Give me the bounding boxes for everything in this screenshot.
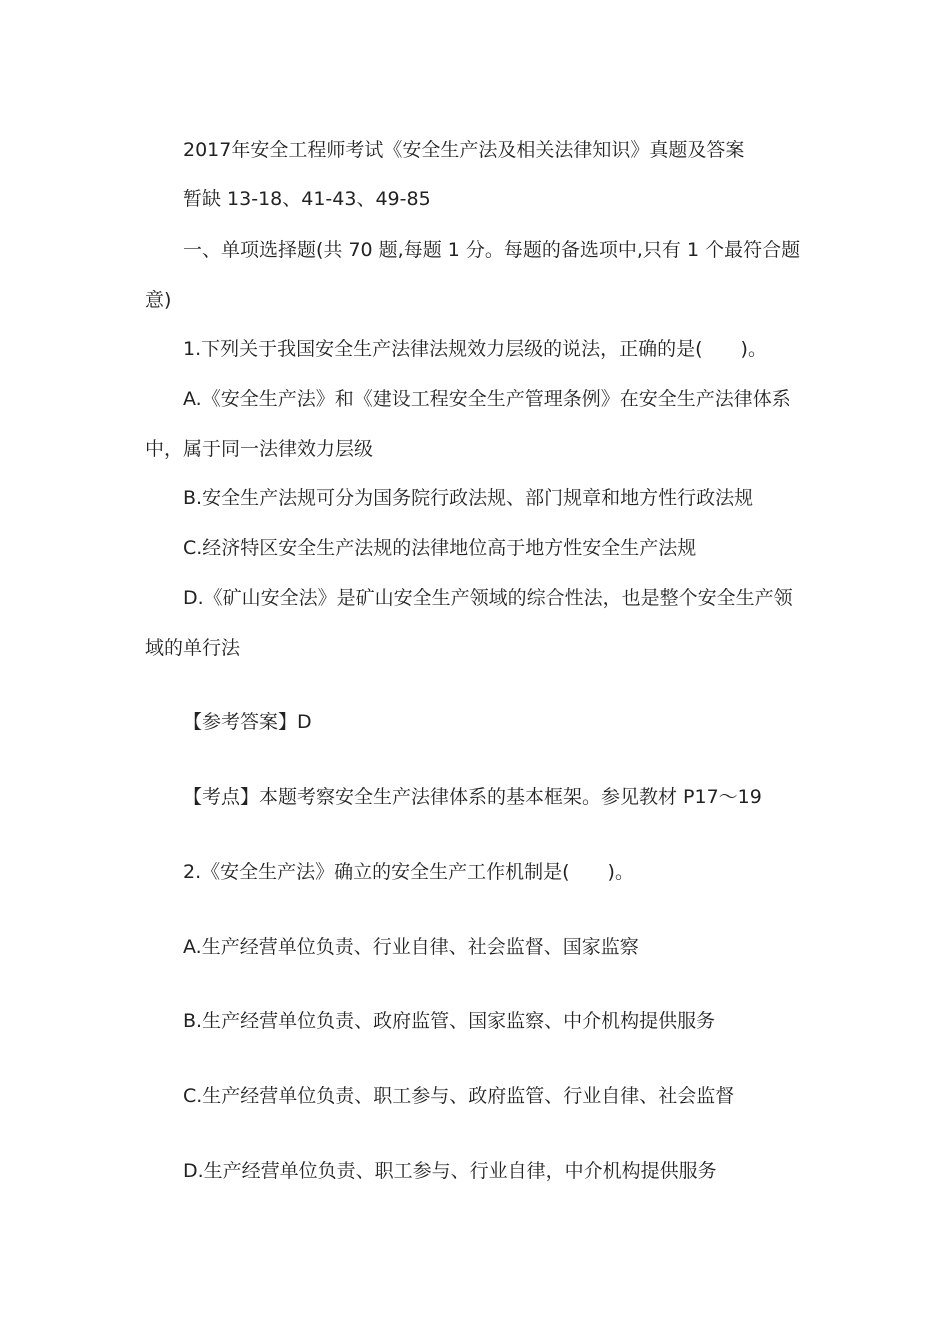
missing-questions-note: 暂缺 13-18、41-43、49-85 [183, 188, 431, 210]
document-title: 2017年安全工程师考试《安全生产法及相关法律知识》真题及答案 [183, 139, 745, 161]
question1-option-b: B.安全生产法规可分为国务院行政法规、部门规章和地方性行政法规 [183, 487, 754, 509]
question1-option-a-line2: 中，属于同一法律效力层级 [145, 438, 374, 460]
question1-answer: 【参考答案】D [183, 711, 312, 733]
question2-option-b: B.生产经营单位负责、政府监管、国家监察、中介机构提供服务 [183, 1010, 716, 1032]
question1-option-a-line1: A.《安全生产法》和《建设工程安全生产管理条例》在安全生产法律体系 [183, 388, 791, 410]
section-heading-line2: 意) [145, 289, 172, 311]
section-heading-line1: 一、单项选择题(共 70 题,每题 1 分。每题的备选项中,只有 1 个最符合题 [183, 239, 801, 261]
question1-option-d-line2: 域的单行法 [145, 637, 241, 659]
question1-option-c: C.经济特区安全生产法规的法律地位高于地方性安全生产法规 [183, 537, 697, 559]
question2-option-d: D.生产经营单位负责、职工参与、行业自律，中介机构提供服务 [183, 1160, 717, 1182]
question1-stem: 1.下列关于我国安全生产法律法规效力层级的说法，正确的是( )。 [183, 338, 767, 360]
question2-option-a: A.生产经营单位负责、行业自律、社会监督、国家监察 [183, 936, 639, 958]
question2-option-c: C.生产经营单位负责、职工参与、政府监管、行业自律、社会监督 [183, 1085, 735, 1107]
question1-option-d-line1: D.《矿山安全法》是矿山安全生产领域的综合性法，也是整个安全生产领 [183, 587, 793, 609]
question2-stem: 2.《安全生产法》确立的安全生产工作机制是( )。 [183, 861, 634, 883]
question1-key-point: 【考点】本题考察安全生产法律体系的基本框架。参见教材 P17～19 [183, 786, 762, 808]
